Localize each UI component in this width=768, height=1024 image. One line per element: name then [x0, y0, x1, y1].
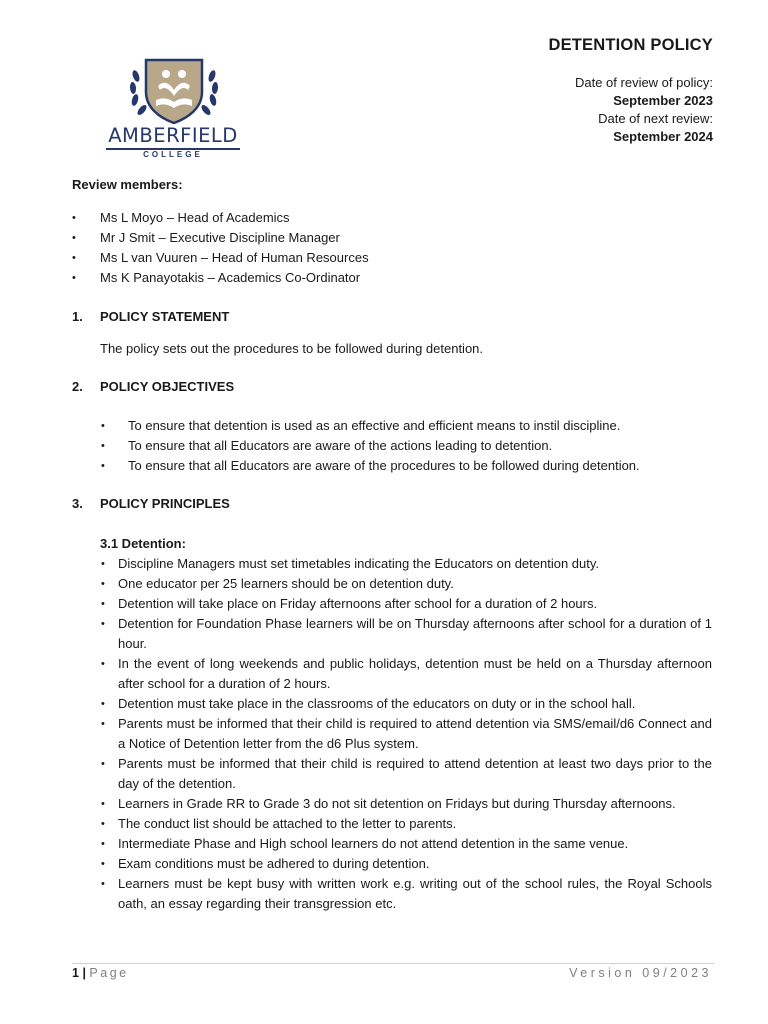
list-item: • One educator per 25 learners should be on detention duty. — [118, 574, 712, 594]
list-item: • Ms L Moyo – Head of Academics — [100, 208, 720, 228]
list-item: • Parents must be informed that their child is required to attend detention via SMS/email/d6 Connect and a Notice of Detention letter from the d6 Plus system. — [101, 716, 712, 751]
bullet-icon: • — [72, 232, 76, 244]
section-title: POLICY OBJECTIVES — [100, 379, 235, 394]
page-indicator — [72, 966, 129, 980]
page-label: Page — [89, 966, 129, 980]
subsection-heading: 3.1 Detention: — [100, 536, 186, 551]
bullet-icon: • — [101, 460, 105, 472]
bullet-icon: • — [72, 212, 76, 224]
bullet-icon: • — [101, 838, 105, 850]
page-separator: | — [82, 966, 86, 980]
list-item: • Ms K Panayotakis – Academics Co-Ordinator — [100, 268, 720, 288]
review-members-heading: Review members: — [72, 177, 183, 192]
list-item: • Intermediate Phase and High school learners do not attend detention in the same venue. — [118, 834, 712, 854]
bullet-icon: • — [101, 658, 105, 670]
bullet-icon: • — [101, 718, 105, 730]
list-item: • Parents must be informed that their child is required to attend detention at least two days prior to the day of the detention. — [101, 756, 712, 791]
list-item: • Learners in Grade RR to Grade 3 do not sit detention on Fridays but during Thursday afternoons. — [118, 794, 712, 814]
list-item: • Detention will take place on Friday afternoons after school for a duration of 2 hours. — [118, 594, 712, 614]
bullet-icon: • — [101, 440, 105, 452]
bullet-icon: • — [101, 858, 105, 870]
bullet-icon: • — [101, 618, 105, 630]
detention-rules-list — [101, 554, 712, 914]
bullet-icon: • — [72, 272, 76, 284]
crest-icon — [126, 56, 222, 124]
bullet-icon: • — [101, 818, 105, 830]
document-title: DETENTION POLICY — [548, 36, 713, 54]
bullet-icon: • — [101, 420, 105, 432]
list-item: • To ensure that all Educators are aware of the actions leading to detention. — [128, 436, 718, 456]
list-item: • Detention for Foundation Phase learners will be on Thursday afternoons after school for a duration of 1 hour. — [101, 616, 712, 651]
bullet-icon: • — [101, 758, 105, 770]
next-review-value: September 2024 — [613, 129, 713, 144]
logo-name: AMBERFIELD — [108, 124, 238, 147]
section-title: POLICY STATEMENT — [100, 309, 230, 324]
bullet-icon: • — [72, 252, 76, 264]
list-item: • In the event of long weekends and public holidays, detention must be held on a Thursday afternoon after school for a duration of 2 hours. — [101, 656, 712, 691]
bullet-icon: • — [101, 698, 105, 710]
section-number: 1. — [72, 309, 83, 324]
list-item: • Mr J Smit – Executive Discipline Manager — [100, 228, 720, 248]
list-item: • Learners must be kept busy with written work e.g. writing out of the school rules, the Royal Schools oath, an essay regarding their transgression etc. — [101, 876, 712, 911]
review-members-list — [72, 208, 720, 288]
section-body: The policy sets out the procedures to be followed during detention. — [100, 341, 484, 356]
review-date-value: September 2023 — [613, 93, 713, 108]
section-title: POLICY PRINCIPLES — [100, 496, 230, 511]
bullet-icon: • — [101, 878, 105, 890]
review-date-label: Date of review of policy: — [574, 75, 713, 90]
page-number: 1 — [72, 966, 79, 980]
bullet-icon: • — [101, 598, 105, 610]
objectives-list — [101, 416, 718, 476]
list-item: • Exam conditions must be adhered to during detention. — [118, 854, 712, 874]
section-number: 2. — [72, 379, 83, 394]
list-item: • Ms L van Vuuren – Head of Human Resources — [100, 248, 720, 268]
logo-subtitle: COLLEGE — [143, 150, 203, 159]
section-number: 3. — [72, 496, 83, 511]
amberfield-college-logo — [104, 56, 244, 162]
bullet-icon: • — [101, 798, 105, 810]
version-label: Version 09/2023 — [569, 966, 712, 980]
review-dates — [575, 74, 713, 146]
list-item: • Detention must take place in the classrooms of the educators on duty or in the school hall. — [118, 694, 712, 714]
list-item: • To ensure that all Educators are aware of the procedures to be followed during detention. — [128, 456, 718, 476]
bullet-icon: • — [101, 578, 105, 590]
bullet-icon: • — [101, 558, 105, 570]
list-item: • Discipline Managers must set timetables indicating the Educators on detention duty. — [118, 554, 712, 574]
list-item: • To ensure that detention is used as an effective and efficient means to instil discipline. — [128, 416, 718, 436]
footer-divider — [72, 963, 714, 964]
next-review-label: Date of next review: — [598, 111, 713, 126]
list-item: • The conduct list should be attached to the letter to parents. — [118, 814, 712, 834]
